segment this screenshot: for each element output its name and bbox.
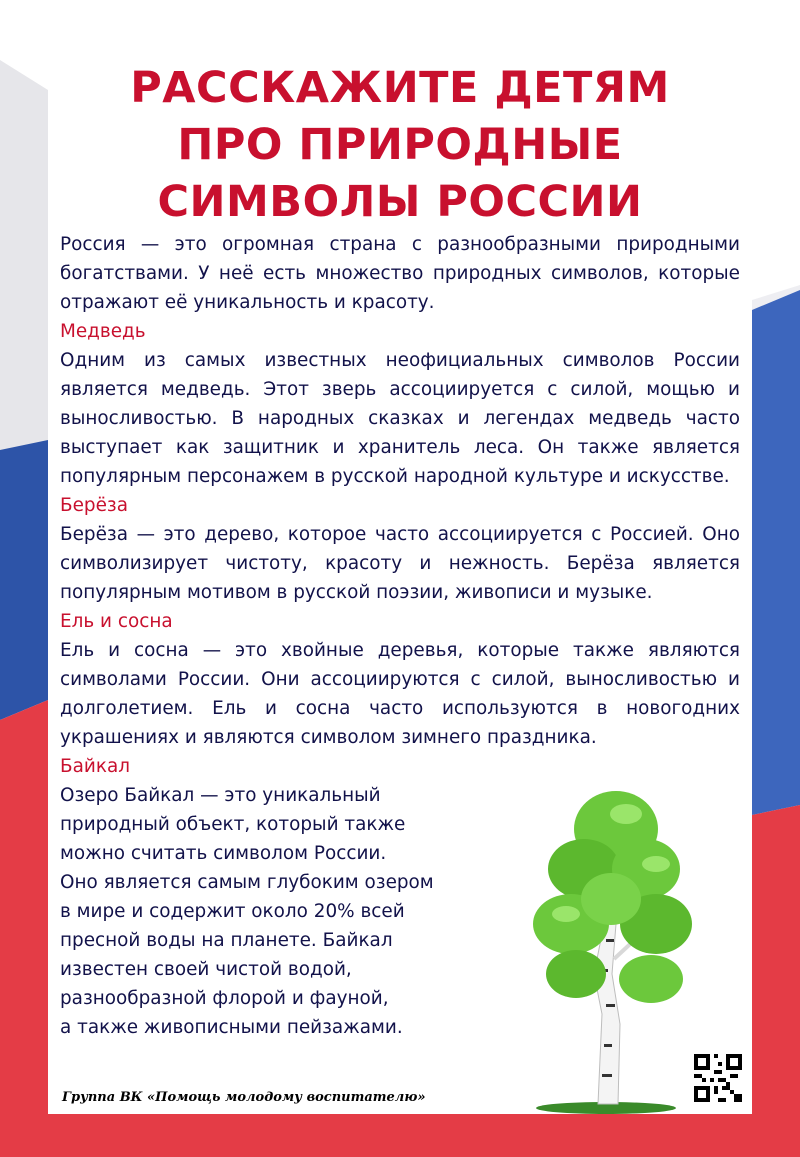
title-line: СИМВОЛЫ РОССИИ	[157, 177, 643, 227]
section-text-birch: Берёза — это дерево, которое часто ассоциируется с Россией. Оно символизирует чистоту, красоту и нежность. Берёза является популярным мотивом в русской поэзии, живописи и музыке.	[60, 524, 740, 603]
section-text-baikal	[60, 781, 460, 1042]
baikal-line: пресной воды на планете. Байкал	[60, 930, 393, 951]
qr-code-icon[interactable]	[694, 1054, 742, 1102]
section-heading-spruce-pine: Ель и сосна	[60, 611, 173, 632]
baikal-line: известен своей чистой водой,	[60, 959, 352, 980]
baikal-line: в мире и содержит около 20% всей	[60, 901, 405, 922]
content-card	[48, 44, 752, 1114]
section-heading-baikal: Байкал	[60, 756, 130, 777]
footer-credit: Группа ВК «Помощь молодому воспитателю»	[62, 1090, 426, 1105]
section-text-spruce-pine: Ель и сосна — это хвойные деревья, которые также являются символами России. Они ассоциируются с силой, выносливостью и долголетием. Ель и сосна часто используются в новогодних украшениях и являются символом зимнего праздника.	[60, 640, 740, 748]
baikal-line: Оно является самым глубоким озером	[60, 872, 434, 893]
birch-tree-illustration	[506, 774, 706, 1114]
baikal-line: природный объект, который также	[60, 814, 406, 835]
section-heading-bear: Медведь	[60, 321, 146, 342]
intro-paragraph: Россия — это огромная страна с разнообразными природными богатствами. У неё есть множество природных символов, которые отражают её уникальность и красоту.	[60, 234, 740, 313]
title-line: РАССКАЖИТЕ ДЕТЯМ	[130, 63, 670, 113]
baikal-line: разнообразной флорой и фауной,	[60, 988, 389, 1009]
title-line: ПРО ПРИРОДНЫЕ	[177, 120, 623, 170]
section-heading-birch: Берёза	[60, 495, 128, 516]
section-text-bear: Одним из самых известных неофициальных символов России является медведь. Этот зверь ассоциируется с силой, мощью и выносливостью. В народных сказках и легендах медведь часто выступает как защитник и хранитель леса. Он также является популярным персонажем в русской народной культуре и искусстве.	[60, 350, 740, 487]
baikal-line: можно считать символом России.	[60, 843, 387, 864]
page-title	[48, 60, 752, 231]
baikal-line: а также живописными пейзажами.	[60, 1017, 403, 1038]
baikal-line: Озеро Байкал — это уникальный	[60, 785, 381, 806]
